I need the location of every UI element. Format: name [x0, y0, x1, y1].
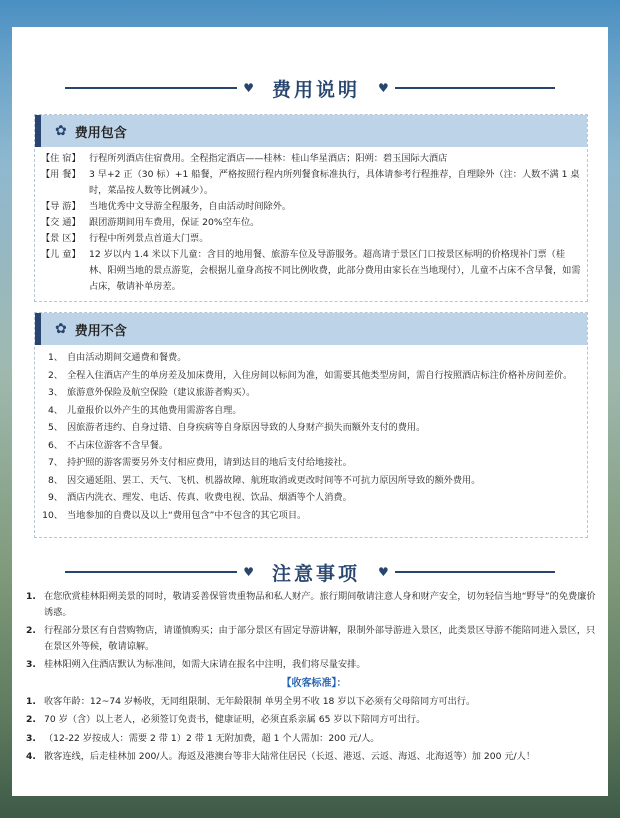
excluded-item-number: 7、	[47, 457, 63, 468]
heart-icon: ♥	[243, 565, 254, 579]
notes-list	[26, 589, 602, 673]
included-row	[41, 167, 581, 199]
excluded-item	[41, 507, 581, 525]
heart-icon: ♥	[378, 81, 389, 95]
included-row-text: 跟团游期间用车费用，保证 20%空车位。	[89, 217, 260, 228]
excluded-item-text: 全程入住酒店产生的单房差及加床费用，入住房间以标间为准，如需要其他类型房间，需自行按照酒店标注价格补房间差价。	[67, 369, 573, 381]
included-header	[35, 115, 587, 147]
excluded-item	[41, 402, 581, 420]
standard-label: 【收客标准】：	[281, 677, 347, 689]
excluded-item	[41, 437, 581, 455]
included-row	[41, 247, 581, 295]
standard-text: 70 岁（含）以上老人，必须签订免责书，健康证明，必须直系亲属 65 岁以下陪同方可出行。	[44, 714, 426, 725]
included-row	[41, 151, 581, 167]
divider-line	[65, 571, 237, 573]
standard-item	[26, 731, 602, 747]
standards-list	[26, 694, 602, 765]
divider-line	[395, 571, 555, 573]
excluded-item-text: 酒店内洗衣、理发、电话、传真、收费电视、饮品、烟酒等个人消费。	[67, 492, 352, 503]
included-row-tag: 【导 游】	[41, 201, 81, 212]
note-text: 行程部分景区有自营购物店，请谨慎购买；由于部分景区有固定导游讲解，限制外部导游进入景区，此类景区导游不能陪同进入景区，只在景区外等候，敬请谅解。	[44, 625, 596, 652]
excluded-item-text: 因旅游者违约、自身过错、自身疾病等自身原因导致的人身财产损失而额外支付的费用。	[67, 422, 426, 433]
excluded-item-number: 10、	[42, 509, 63, 521]
excluded-item-text: 因交通延阻、罢工、天气、飞机、机器故障、航班取消或更改时间等不可抗力原因所导致的额外费用。	[67, 474, 481, 486]
standard-item	[26, 712, 602, 728]
standard-number: 2.	[26, 714, 36, 725]
note-number: 3.	[26, 659, 36, 670]
excluded-panel	[34, 312, 588, 538]
note-text: 桂林阳朔入住酒店默认为标准间，如需大床请在报名中注明，我们将尽量安排。	[44, 659, 366, 670]
excluded-item-text: 旅游意外保险及航空保险（建议旅游者购买）。	[67, 387, 256, 398]
notes-title: 注意事项	[271, 562, 360, 585]
included-row	[41, 199, 581, 215]
note-number: 2.	[26, 625, 36, 636]
standard-number: 1.	[26, 695, 36, 707]
included-panel	[34, 114, 588, 302]
included-row-tag: 【用 餐】	[41, 169, 81, 180]
standard-text: （12-22 岁按成人：需要 2 带 1）2 带 1 无附加费，超 1 个人需加：200 元/人。	[44, 732, 380, 744]
included-list	[35, 147, 587, 301]
notes-heading	[12, 557, 608, 587]
note-text: 在您欣赏桂林阳朔美景的同时，敬请妥善保管贵重物品和私人财产。旅行期间敬请注意人身和财产安全，切勿轻信当地“野导”的免费廉价诱惑。	[44, 591, 596, 618]
excluded-item-text: 不占床位游客不含早餐。	[67, 439, 169, 451]
excluded-item	[41, 349, 581, 367]
excluded-item-number: 5、	[47, 422, 63, 433]
excluded-item	[41, 489, 581, 507]
included-row-tag: 【住 宿】	[41, 153, 81, 164]
note-item	[26, 657, 602, 673]
fee-heading	[12, 73, 608, 103]
excluded-item-number: 3、	[47, 387, 63, 398]
excluded-item-number: 6、	[47, 439, 63, 451]
included-row-text: 行程中所列景点首道大门票。	[89, 233, 209, 244]
standard-text: 散客连线，后走桂林加 200/人。海返及港澳台等非大陆常住居民（长返、港返、云返、海返、北海返等）加 200 元/人！	[44, 751, 536, 762]
note-number: 1.	[26, 591, 36, 602]
standard-item	[26, 694, 602, 710]
included-row-text: 12 岁以内 1.4 米以下儿童：含目的地用餐、旅游车位及导游服务。超高请于景区门口按景区标明的价格现补门票（桂林、阳朔当地的景点游览，会根据儿童身高按不同比例收费，此部分费用由家长在当地现付），儿童不占床不含早餐，如需占床，敬请补单房差。	[89, 249, 581, 292]
included-title: 费用包含	[74, 125, 127, 141]
excluded-item	[41, 472, 581, 490]
excluded-header	[35, 313, 587, 345]
excluded-title: 费用不含	[74, 323, 127, 339]
excluded-item-number: 8、	[47, 474, 63, 486]
standard-text: 收客年龄：12~74 岁畅收，无同组限制、无年龄限制 单男全男不收 18 岁以下必须有父母陪同方可出行。	[44, 695, 476, 707]
excluded-item-number: 2、	[47, 369, 63, 381]
note-item	[26, 589, 602, 620]
flower-icon: ✿	[55, 123, 67, 139]
heart-icon: ♥	[243, 81, 254, 95]
document-page	[12, 27, 608, 796]
excluded-item-text: 持护照的游客需要另外支付相应费用，请到达目的地后支付给地接社。	[67, 457, 352, 468]
heart-icon: ♥	[378, 565, 389, 579]
note-item	[26, 623, 602, 654]
excluded-item-text: 当地参加的自费以及以上“费用包含”中不包含的其它项目。	[67, 509, 307, 521]
excluded-item-text: 自由活动期间交通费和餐费。	[67, 352, 187, 363]
included-row-text: 3 早+2 正（30 标）+1 船餐，严格按照行程内所列餐食标准执行，具体请参考行程推荐，自理除外（注：人数不满 1 桌时，菜品按人数等比例减少）。	[89, 169, 580, 196]
excluded-item-number: 4、	[47, 404, 63, 416]
fee-title: 费用说明	[271, 78, 360, 101]
excluded-item	[41, 384, 581, 402]
included-row-tag: 【儿 童】	[41, 249, 81, 260]
included-row	[41, 215, 581, 231]
flower-icon: ✿	[55, 321, 67, 337]
excluded-item	[41, 367, 581, 385]
divider-line	[395, 87, 555, 89]
included-row-tag: 【景 区】	[41, 233, 81, 244]
standard-item	[26, 749, 602, 765]
included-row-text: 行程所列酒店住宿费用。全程指定酒店——桂林：桂山华星酒店；阳朔：碧玉国际大酒店	[89, 153, 448, 164]
notes-section	[26, 589, 602, 768]
excluded-item-text: 儿童报价以外产生的其他费用需游客自理。	[67, 404, 242, 416]
included-row	[41, 231, 581, 247]
included-row-text: 当地优秀中文导游全程服务，自由活动时间除外。	[89, 201, 292, 212]
excluded-item-number: 1、	[47, 352, 63, 363]
excluded-item	[41, 419, 581, 437]
standard-number: 4.	[26, 751, 36, 762]
excluded-list	[35, 345, 587, 530]
excluded-item	[41, 454, 581, 472]
divider-line	[65, 87, 237, 89]
excluded-item-number: 9、	[47, 492, 63, 503]
standard-number: 3.	[26, 732, 36, 744]
included-row-tag: 【交 通】	[41, 217, 81, 228]
